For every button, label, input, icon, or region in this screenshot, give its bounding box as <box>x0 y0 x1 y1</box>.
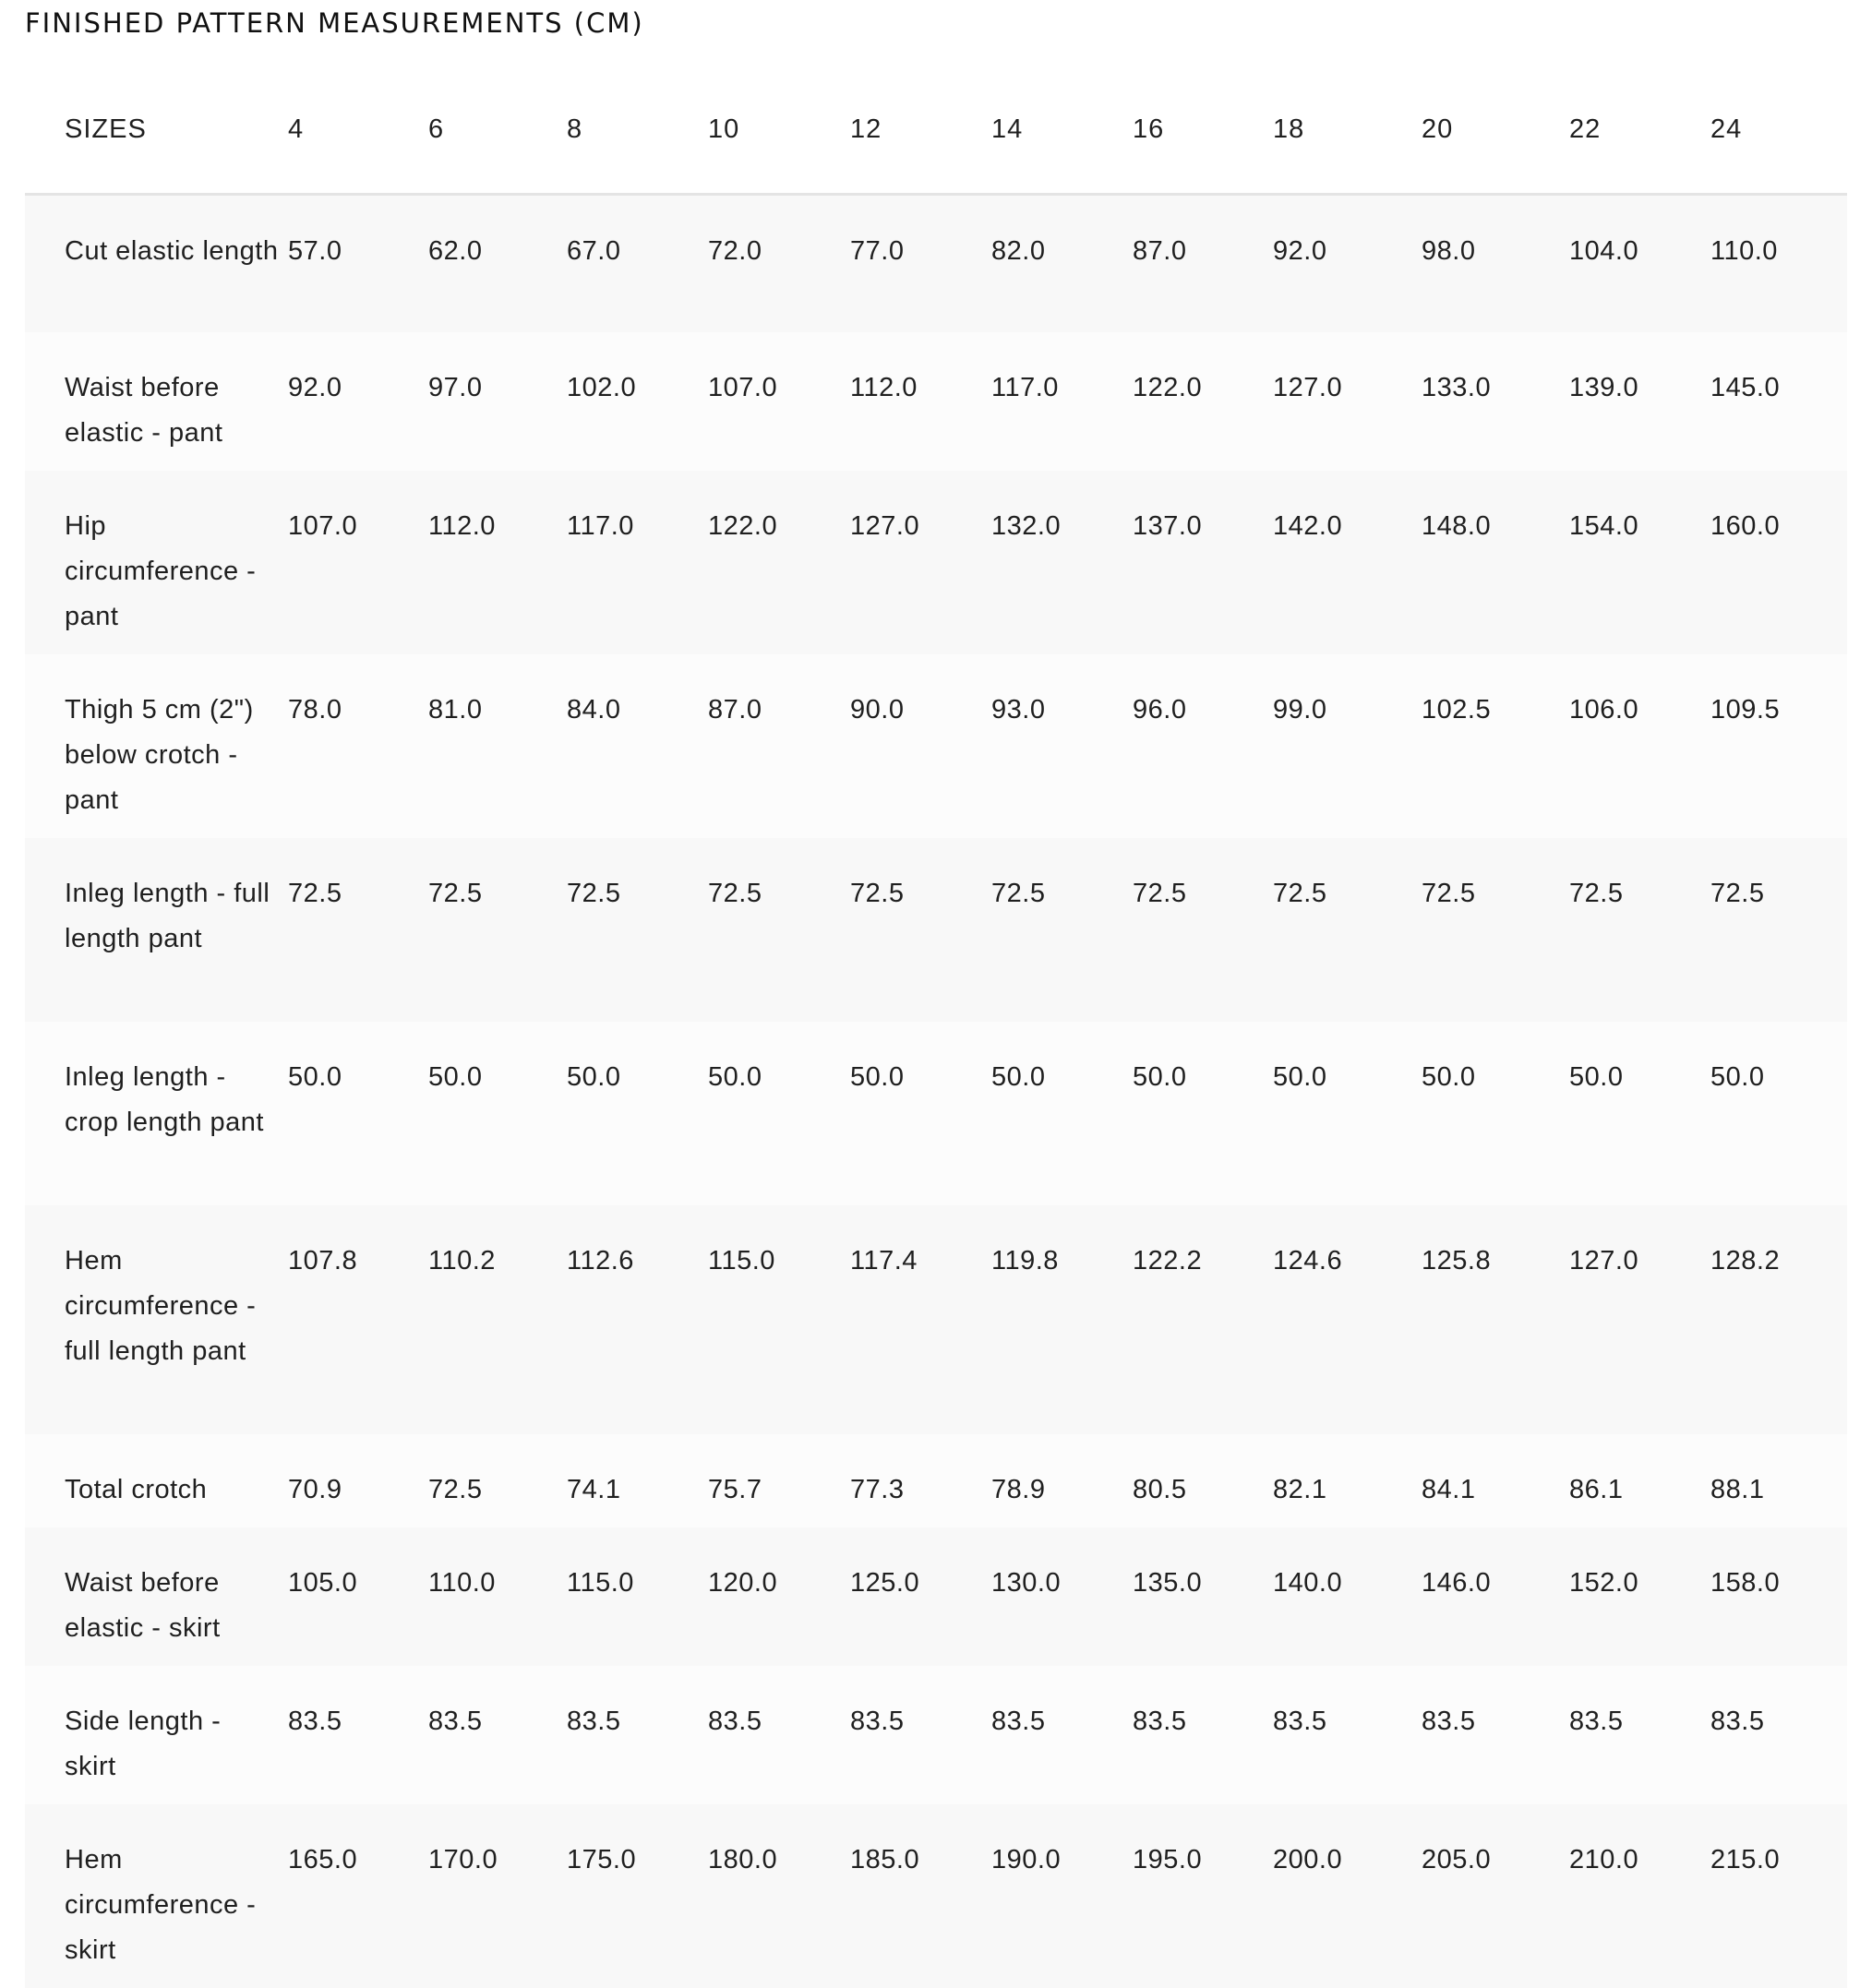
table-cell: 120.0 <box>708 1568 778 1598</box>
table-cell: 87.0 <box>1133 235 1187 266</box>
table-cell: 57.0 <box>288 235 342 266</box>
table-cell: 84.1 <box>1422 1475 1476 1504</box>
table-cell: 72.5 <box>1422 879 1476 908</box>
table-row <box>25 1804 1847 1988</box>
header-cell: 20 <box>1422 114 1454 144</box>
table-cell: 158.0 <box>1710 1568 1781 1598</box>
header-cell: 14 <box>991 114 1024 144</box>
row-label: Cut elastic length <box>65 235 279 266</box>
table-cell: 145.0 <box>1710 373 1781 402</box>
table-cell: 112.0 <box>850 373 918 402</box>
table-cell: 117.0 <box>567 511 634 541</box>
table-cell: 185.0 <box>850 1845 920 1874</box>
table-cell: 50.0 <box>288 1062 342 1092</box>
table-cell: 160.0 <box>1710 511 1781 541</box>
page-title: FINISHED PATTERN MEASUREMENTS (CM) <box>25 7 644 39</box>
row-label: Inleg length - full length pant <box>65 879 270 953</box>
table-cell: 80.5 <box>1133 1475 1187 1504</box>
table-cell: 148.0 <box>1422 511 1492 541</box>
table-cell: 72.5 <box>1273 879 1327 908</box>
table-cell: 135.0 <box>1133 1568 1203 1598</box>
table-cell: 122.2 <box>1133 1246 1203 1275</box>
header-cell: 4 <box>288 114 305 144</box>
table-cell: 165.0 <box>288 1845 358 1874</box>
table-cell: 83.5 <box>1710 1707 1765 1736</box>
header-cell: 18 <box>1273 114 1305 144</box>
table-row <box>25 1666 1847 1804</box>
row-label: Hip circumference - pant <box>65 511 257 631</box>
table-cell: 78.0 <box>288 695 342 725</box>
table-cell: 140.0 <box>1273 1568 1343 1598</box>
table-row <box>25 471 1847 654</box>
table-cell: 83.5 <box>428 1707 483 1736</box>
measurements-table <box>25 66 1847 1988</box>
table-cell: 50.0 <box>428 1062 483 1092</box>
table-cell: 92.0 <box>1273 235 1327 266</box>
table-cell: 137.0 <box>1133 511 1203 541</box>
table-cell: 117.4 <box>850 1246 918 1275</box>
table-cell: 99.0 <box>1273 695 1327 725</box>
table-cell: 62.0 <box>428 235 483 266</box>
table-cell: 83.5 <box>288 1707 342 1736</box>
table-cell: 170.0 <box>428 1845 498 1874</box>
table-cell: 125.0 <box>850 1568 920 1598</box>
table-cell: 139.0 <box>1569 373 1639 402</box>
table-cell: 127.0 <box>850 511 920 541</box>
table-cell: 50.0 <box>708 1062 762 1092</box>
table-cell: 175.0 <box>567 1845 637 1874</box>
header-cell: SIZES <box>65 114 147 144</box>
table-cell: 83.5 <box>567 1707 621 1736</box>
row-label: Hem circumference - skirt <box>65 1845 257 1965</box>
table-cell: 83.5 <box>850 1707 905 1736</box>
table-cell: 128.2 <box>1710 1246 1781 1275</box>
table-cell: 210.0 <box>1569 1845 1639 1874</box>
table-row <box>25 838 1847 1022</box>
table-cell: 102.0 <box>567 373 637 402</box>
header-cell: 24 <box>1710 114 1743 144</box>
table-cell: 78.9 <box>991 1475 1046 1504</box>
table-cell: 122.0 <box>1133 373 1203 402</box>
table-cell: 190.0 <box>991 1845 1062 1874</box>
table-cell: 96.0 <box>1133 695 1187 725</box>
table-cell: 82.1 <box>1273 1475 1327 1504</box>
table-cell: 105.0 <box>288 1568 358 1598</box>
table-cell: 50.0 <box>1569 1062 1624 1092</box>
table-cell: 127.0 <box>1273 373 1343 402</box>
table-cell: 110.0 <box>1710 235 1778 266</box>
header-cell: 6 <box>428 114 445 144</box>
table-cell: 195.0 <box>1133 1845 1203 1874</box>
table-cell: 70.9 <box>288 1475 342 1504</box>
table-cell: 72.5 <box>850 879 905 908</box>
table-row <box>25 654 1847 838</box>
header-cell: 8 <box>567 114 583 144</box>
table-cell: 77.3 <box>850 1475 905 1504</box>
table-cell: 107.0 <box>288 511 358 541</box>
table-cell: 104.0 <box>1569 235 1639 266</box>
table-cell: 77.0 <box>850 235 905 266</box>
table-cell: 97.0 <box>428 373 483 402</box>
table-cell: 117.0 <box>991 373 1059 402</box>
table-cell: 146.0 <box>1422 1568 1492 1598</box>
table-cell: 180.0 <box>708 1845 778 1874</box>
table-cell: 50.0 <box>1133 1062 1187 1092</box>
table-cell: 83.5 <box>1273 1707 1327 1736</box>
table-cell: 84.0 <box>567 695 621 725</box>
header-cell: 16 <box>1133 114 1165 144</box>
table-cell: 83.5 <box>1569 1707 1624 1736</box>
table-cell: 72.5 <box>1569 879 1624 908</box>
header-cell: 22 <box>1569 114 1602 144</box>
table-cell: 72.5 <box>1133 879 1187 908</box>
table-row <box>25 1434 1847 1527</box>
table-cell: 127.0 <box>1569 1246 1639 1275</box>
table-cell: 98.0 <box>1422 235 1476 266</box>
table-cell: 67.0 <box>567 235 621 266</box>
table-cell: 83.5 <box>1133 1707 1187 1736</box>
table-cell: 86.1 <box>1569 1475 1624 1504</box>
table-cell: 87.0 <box>708 695 762 725</box>
table-cell: 112.0 <box>428 511 496 541</box>
table-cell: 132.0 <box>991 511 1062 541</box>
table-header-row <box>25 66 1847 194</box>
table-cell: 154.0 <box>1569 511 1639 541</box>
row-label: Waist before elastic - pant <box>65 373 223 448</box>
row-label: Waist before elastic - skirt <box>65 1568 221 1643</box>
table-cell: 215.0 <box>1710 1845 1781 1874</box>
row-label: Side length - skirt <box>65 1707 222 1781</box>
table-cell: 122.0 <box>708 511 778 541</box>
table-cell: 90.0 <box>850 695 905 725</box>
table-cell: 83.5 <box>1422 1707 1476 1736</box>
row-label: Hem circumference - full length pant <box>65 1246 257 1366</box>
table-cell: 133.0 <box>1422 373 1492 402</box>
table-cell: 72.5 <box>428 1475 483 1504</box>
table-body <box>25 194 1847 1988</box>
table-cell: 102.5 <box>1422 695 1492 725</box>
row-label: Thigh 5 cm (2") below crotch - pant <box>65 695 254 815</box>
table-cell: 107.8 <box>288 1246 358 1275</box>
table-cell: 83.5 <box>991 1707 1046 1736</box>
table-cell: 75.7 <box>708 1475 762 1504</box>
table-cell: 92.0 <box>288 373 342 402</box>
table-cell: 82.0 <box>991 235 1046 266</box>
table-cell: 72.5 <box>991 879 1046 908</box>
table-cell: 112.6 <box>567 1246 634 1275</box>
table-cell: 109.5 <box>1710 695 1781 725</box>
table-cell: 106.0 <box>1569 695 1639 725</box>
table-cell: 119.8 <box>991 1246 1059 1275</box>
table-cell: 88.1 <box>1710 1475 1765 1504</box>
table-cell: 50.0 <box>1273 1062 1327 1092</box>
table-cell: 124.6 <box>1273 1246 1343 1275</box>
table-cell: 50.0 <box>991 1062 1046 1092</box>
header-cell: 10 <box>708 114 740 144</box>
table-cell: 50.0 <box>567 1062 621 1092</box>
table-cell: 72.5 <box>708 879 762 908</box>
table-cell: 72.5 <box>1710 879 1765 908</box>
table-cell: 115.0 <box>567 1568 634 1598</box>
table-cell: 107.0 <box>708 373 778 402</box>
table-cell: 93.0 <box>991 695 1046 725</box>
table-cell: 200.0 <box>1273 1845 1343 1874</box>
table-cell: 110.2 <box>428 1246 496 1275</box>
table-row <box>25 332 1847 471</box>
table-cell: 205.0 <box>1422 1845 1492 1874</box>
table-cell: 50.0 <box>850 1062 905 1092</box>
table-cell: 125.8 <box>1422 1246 1492 1275</box>
row-label: Inleg length - crop length pant <box>65 1062 264 1137</box>
table-cell: 74.1 <box>567 1475 621 1504</box>
table-cell: 130.0 <box>991 1568 1062 1598</box>
table-cell: 81.0 <box>428 695 483 725</box>
table-cell: 50.0 <box>1710 1062 1765 1092</box>
header-cell: 12 <box>850 114 882 144</box>
table-row <box>25 1022 1847 1205</box>
table-cell: 152.0 <box>1569 1568 1639 1598</box>
table-cell: 115.0 <box>708 1246 775 1275</box>
table-row <box>25 1527 1847 1666</box>
row-label: Total crotch <box>65 1475 208 1504</box>
table-cell: 83.5 <box>708 1707 762 1736</box>
table-cell: 110.0 <box>428 1568 496 1598</box>
table-cell: 72.5 <box>428 879 483 908</box>
table-cell: 72.5 <box>567 879 621 908</box>
table-cell: 72.0 <box>708 235 762 266</box>
table-cell: 72.5 <box>288 879 342 908</box>
table-cell: 142.0 <box>1273 511 1343 541</box>
table-row <box>25 1205 1847 1434</box>
table-row <box>25 194 1847 332</box>
table-cell: 50.0 <box>1422 1062 1476 1092</box>
